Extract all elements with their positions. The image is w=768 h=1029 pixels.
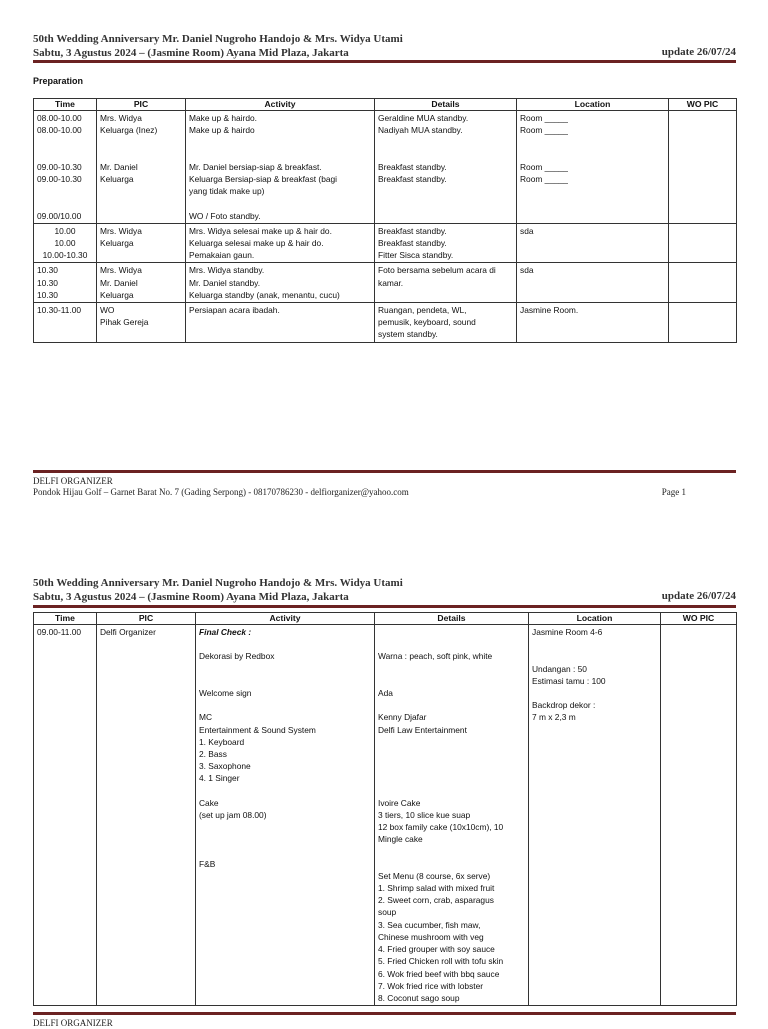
cell-line bbox=[532, 650, 657, 662]
cell-line bbox=[199, 675, 371, 687]
wo-pic-cell bbox=[669, 111, 737, 224]
cell-line: 2. Bass bbox=[199, 748, 227, 759]
col-activity: Activity bbox=[196, 613, 375, 625]
col-pic: PIC bbox=[97, 613, 196, 625]
cell-line bbox=[100, 249, 182, 261]
cell-line: Keluarga (Inez) bbox=[100, 125, 158, 136]
activity-cell bbox=[186, 223, 375, 263]
cell-line: Breakfast standby. bbox=[378, 173, 447, 184]
cell-line: pemusik, keyboard, sound bbox=[378, 317, 476, 328]
cell-line: 09.00-10.30 bbox=[37, 173, 82, 184]
cell-line: 08.00-10.00 bbox=[37, 125, 82, 136]
cell-line: Keluarga bbox=[100, 173, 134, 184]
cell-line: 10.00-10.30 bbox=[42, 250, 88, 261]
cell-line bbox=[37, 149, 93, 161]
page2-header bbox=[33, 576, 736, 604]
cell-line bbox=[672, 225, 733, 237]
cell-line: Keluarga selesai make up & hair do. bbox=[189, 237, 324, 248]
footer-rule bbox=[33, 1012, 736, 1015]
cell-line bbox=[199, 785, 371, 797]
pic-cell bbox=[97, 111, 186, 224]
cell-line: Make up & hairdo bbox=[189, 125, 255, 136]
cell-line: Breakfast standby. bbox=[378, 237, 447, 248]
cell-line: Entertainment & Sound System bbox=[199, 724, 316, 735]
cell-line bbox=[672, 264, 733, 276]
col-activity: Activity bbox=[186, 99, 375, 111]
cell-line bbox=[37, 197, 93, 209]
cell-line bbox=[520, 210, 665, 222]
cell-line: Jasmine Room 4-6 bbox=[532, 627, 603, 637]
preparation-table bbox=[33, 98, 737, 343]
cell-line: Nadiyah MUA standby. bbox=[378, 125, 463, 136]
cell-line: 10.30-11.00 bbox=[37, 305, 82, 315]
cell-line: Welcome sign bbox=[199, 687, 252, 698]
cell-line bbox=[532, 638, 657, 650]
cell-line: 4. 1 Singer bbox=[199, 773, 240, 784]
header-rule bbox=[33, 605, 736, 608]
time-cell bbox=[34, 111, 97, 224]
cell-line: WO / Foto standby. bbox=[189, 210, 261, 221]
pic-cell bbox=[97, 303, 186, 343]
cell-line bbox=[672, 112, 733, 124]
cell-line bbox=[37, 185, 93, 197]
col-location: Location bbox=[517, 99, 669, 111]
time-cell bbox=[34, 303, 97, 343]
cell-line: Pemakaian gaun. bbox=[189, 250, 255, 261]
cell-line: 8. Coconut sago soup bbox=[378, 992, 460, 1003]
cell-line bbox=[378, 699, 525, 711]
cell-line: Keluarga bbox=[100, 237, 134, 248]
cell-line: Ivoire Cake bbox=[378, 797, 421, 808]
cell-line bbox=[672, 304, 733, 316]
cell-line: Mrs. Widya bbox=[100, 113, 142, 123]
event-title: 50th Wedding Anniversary Mr. Daniel Nugroho Handojo & Mrs. Widya Utami bbox=[33, 33, 403, 45]
details-cell bbox=[375, 223, 517, 263]
cell-line: (set up jam 08.00) bbox=[199, 809, 267, 820]
cell-line: Jasmine Room. bbox=[520, 305, 579, 315]
activity-cell bbox=[196, 625, 375, 1006]
table-row bbox=[34, 625, 737, 1006]
cell-line: Room _____ bbox=[520, 173, 568, 184]
cell-line bbox=[378, 136, 513, 148]
col-wo-pic: WO PIC bbox=[669, 99, 737, 111]
cell-line bbox=[378, 626, 525, 638]
cell-line bbox=[189, 149, 371, 161]
activity-cell bbox=[186, 263, 375, 303]
col-location: Location bbox=[529, 613, 661, 625]
cell-line: MC bbox=[199, 712, 213, 723]
details-cell bbox=[375, 303, 517, 343]
cell-line: Cake bbox=[199, 797, 219, 808]
col-time: Time bbox=[34, 613, 97, 625]
details-cell bbox=[375, 625, 529, 1006]
cell-line: Breakfast standby. bbox=[378, 225, 447, 236]
update-date: update 26/07/24 bbox=[661, 590, 736, 602]
cell-line: Warna : peach, soft pink, white bbox=[378, 651, 493, 662]
cell-line: yang tidak make up) bbox=[189, 186, 265, 197]
cell-line: Mrs. Widya bbox=[100, 265, 142, 276]
page1-footer bbox=[33, 476, 736, 498]
cell-line: 4. Fried grouper with soy sauce bbox=[378, 944, 495, 955]
col-pic: PIC bbox=[97, 99, 186, 111]
col-details: Details bbox=[375, 99, 517, 111]
cell-line: Backdrop dekor : bbox=[532, 700, 596, 711]
cell-line: Room _____ bbox=[520, 161, 568, 172]
cell-line: 09.00-11.00 bbox=[37, 627, 82, 637]
cell-line bbox=[520, 136, 665, 148]
table-row bbox=[34, 303, 737, 343]
cell-line: 10.30 bbox=[37, 265, 58, 276]
activity-title: Final Check : bbox=[199, 627, 252, 637]
table-header-row bbox=[34, 613, 737, 625]
cell-line: Estimasi tamu : 100 bbox=[532, 675, 606, 686]
cell-line: 09.00-10.30 bbox=[37, 161, 82, 172]
cell-line bbox=[378, 185, 513, 197]
cell-line: 7 m x 2,3 m bbox=[532, 712, 576, 723]
event-subtitle: Sabtu, 3 Agustus 2024 – (Jasmine Room) Ayana Mid Plaza, Jakarta bbox=[33, 47, 349, 59]
section-title: Preparation bbox=[33, 76, 84, 86]
details-cell bbox=[375, 111, 517, 224]
col-time: Time bbox=[34, 99, 97, 111]
cell-line bbox=[100, 136, 182, 148]
cell-line bbox=[199, 833, 371, 845]
cell-line: Delfi Law Entertainment bbox=[378, 724, 467, 735]
cell-line: Delfi Organizer bbox=[100, 627, 156, 637]
cell-line bbox=[378, 846, 525, 858]
footer-org: DELFI ORGANIZER bbox=[33, 476, 113, 486]
cell-line: Ruangan, pendeta, WL, bbox=[378, 305, 467, 315]
cell-line bbox=[199, 699, 371, 711]
cell-line: WO bbox=[100, 305, 115, 315]
wo-pic-cell bbox=[669, 303, 737, 343]
cell-line bbox=[378, 149, 513, 161]
cell-line bbox=[520, 197, 665, 209]
cell-line bbox=[664, 626, 733, 638]
activity-cell bbox=[186, 111, 375, 224]
cell-line bbox=[378, 197, 513, 209]
cell-line bbox=[378, 675, 525, 687]
cell-line bbox=[199, 663, 371, 675]
cell-line bbox=[378, 760, 525, 772]
time-cell bbox=[34, 223, 97, 263]
cell-line bbox=[378, 785, 525, 797]
cell-line bbox=[189, 136, 371, 148]
cell-line: Fitter Sisca standby. bbox=[378, 250, 454, 261]
cell-line: 3 tiers, 10 slice kue suap bbox=[378, 809, 471, 820]
cell-line: Dekorasi by Redbox bbox=[199, 651, 275, 662]
cell-line: 08.00-10.00 bbox=[37, 113, 82, 123]
cell-line: 1. Shrimp salad with mixed fruit bbox=[378, 883, 495, 894]
page1-header bbox=[33, 32, 736, 60]
cell-line: Set Menu (8 course, 6x serve) bbox=[378, 870, 491, 881]
cell-line bbox=[199, 821, 371, 833]
cell-line bbox=[199, 846, 371, 858]
cell-line: Mrs. Widya selesai make up & hair do. bbox=[189, 225, 332, 236]
time-cell bbox=[34, 625, 97, 1006]
cell-line: 3. Sea cucumber, fish maw, bbox=[378, 919, 481, 930]
cell-line: sda bbox=[520, 225, 534, 236]
cell-line: F&B bbox=[199, 858, 216, 869]
cell-line: 10.00 bbox=[54, 237, 76, 248]
cell-line bbox=[378, 736, 525, 748]
cell-line bbox=[378, 663, 525, 675]
footer-rule bbox=[33, 470, 736, 473]
activity-cell bbox=[186, 303, 375, 343]
cell-line: kamar. bbox=[378, 277, 404, 288]
cell-line: Kenny Djafar bbox=[378, 712, 427, 723]
event-subtitle: Sabtu, 3 Agustus 2024 – (Jasmine Room) Ayana Mid Plaza, Jakarta bbox=[33, 591, 349, 603]
cell-line: Geraldine MUA standby. bbox=[378, 113, 469, 123]
location-cell bbox=[529, 625, 661, 1006]
final-check-table bbox=[33, 612, 737, 1006]
cell-line: Mr. Daniel bbox=[100, 161, 138, 172]
cell-line bbox=[378, 858, 525, 870]
wo-pic-cell bbox=[669, 223, 737, 263]
cell-line: Keluarga bbox=[100, 289, 134, 300]
cell-line bbox=[378, 772, 525, 784]
pic-cell bbox=[97, 625, 196, 1006]
cell-line: Keluarga Bersiap-siap & breakfast (bagi bbox=[189, 173, 338, 184]
cell-line: 10.30 bbox=[37, 277, 58, 288]
location-cell bbox=[517, 303, 669, 343]
cell-line: 7. Wok fried rice with lobster bbox=[378, 980, 484, 991]
cell-line: Chinese mushroom with veg bbox=[378, 931, 484, 942]
cell-line: Mr. Daniel standby. bbox=[189, 277, 261, 288]
cell-line: 10.30 bbox=[37, 289, 58, 300]
cell-line: 2. Sweet corn, crab, asparagus bbox=[378, 895, 494, 906]
wo-pic-cell bbox=[669, 263, 737, 303]
cell-line: Pihak Gereja bbox=[100, 317, 149, 328]
location-cell bbox=[517, 223, 669, 263]
details-cell bbox=[375, 263, 517, 303]
cell-line bbox=[199, 638, 371, 650]
cell-line bbox=[378, 638, 525, 650]
cell-line bbox=[100, 197, 182, 209]
pic-cell bbox=[97, 223, 186, 263]
cell-line bbox=[189, 197, 371, 209]
cell-line: 09.00/10.00 bbox=[37, 210, 82, 221]
cell-line: 10.00 bbox=[54, 225, 76, 236]
footer-address: Pondok Hijau Golf – Garnet Barat No. 7 (Gading Serpong) - 08170786230 - delfiorganizer@yahoo.com bbox=[33, 487, 409, 497]
cell-line bbox=[100, 185, 182, 197]
cell-line: Mr. Daniel bersiap-siap & breakfast. bbox=[189, 161, 322, 172]
header-rule bbox=[33, 60, 736, 63]
pic-cell bbox=[97, 263, 186, 303]
cell-line: Make up & hairdo. bbox=[189, 113, 257, 123]
cell-line bbox=[100, 210, 182, 222]
event-title: 50th Wedding Anniversary Mr. Daniel Nugroho Handojo & Mrs. Widya Utami bbox=[33, 577, 403, 589]
cell-line: 3. Saxophone bbox=[199, 761, 251, 772]
update-date: update 26/07/24 bbox=[661, 46, 736, 58]
cell-line: sda bbox=[520, 265, 534, 276]
cell-line: 12 box family cake (10x10cm), 10 bbox=[378, 822, 504, 833]
cell-line: Mrs. Widya standby. bbox=[189, 265, 265, 276]
col-wo-pic: WO PIC bbox=[661, 613, 737, 625]
time-cell bbox=[34, 263, 97, 303]
table-header-row bbox=[34, 99, 737, 111]
cell-line: system standby. bbox=[378, 329, 438, 340]
cell-line bbox=[378, 748, 525, 760]
cell-line: Mr. Daniel bbox=[100, 277, 138, 288]
cell-line: Mingle cake bbox=[378, 834, 423, 845]
cell-line bbox=[532, 687, 657, 699]
wo-pic-cell bbox=[661, 625, 737, 1006]
location-cell bbox=[517, 111, 669, 224]
cell-line: 5. Fried Chicken roll with tofu skin bbox=[378, 956, 504, 967]
cell-line: Room _____ bbox=[520, 125, 568, 136]
cell-line bbox=[378, 210, 513, 222]
col-details: Details bbox=[375, 613, 529, 625]
table-row bbox=[34, 223, 737, 263]
table-row bbox=[34, 263, 737, 303]
cell-line: Ada bbox=[378, 687, 393, 698]
cell-line: soup bbox=[378, 907, 397, 918]
cell-line bbox=[37, 136, 93, 148]
cell-line: Mrs. Widya bbox=[100, 225, 142, 236]
page-number: Page 1 bbox=[661, 487, 686, 497]
cell-line: Undangan : 50 bbox=[532, 663, 587, 674]
cell-line: 1. Keyboard bbox=[199, 736, 245, 747]
cell-line: 6. Wok fried beef with bbq sauce bbox=[378, 968, 500, 979]
cell-line: Keluarga standby (anak, menantu, cucu) bbox=[189, 289, 340, 300]
cell-line bbox=[520, 149, 665, 161]
cell-line: Foto bersama sebelum acara di bbox=[378, 265, 496, 276]
table-row bbox=[34, 111, 737, 224]
cell-line bbox=[520, 185, 665, 197]
cell-line bbox=[100, 149, 182, 161]
cell-line: Room _____ bbox=[520, 113, 568, 123]
cell-line: Breakfast standby. bbox=[378, 161, 447, 172]
location-cell bbox=[517, 263, 669, 303]
footer-org: DELFI ORGANIZER bbox=[33, 1018, 113, 1028]
cell-line: Persiapan acara ibadah. bbox=[189, 305, 280, 315]
